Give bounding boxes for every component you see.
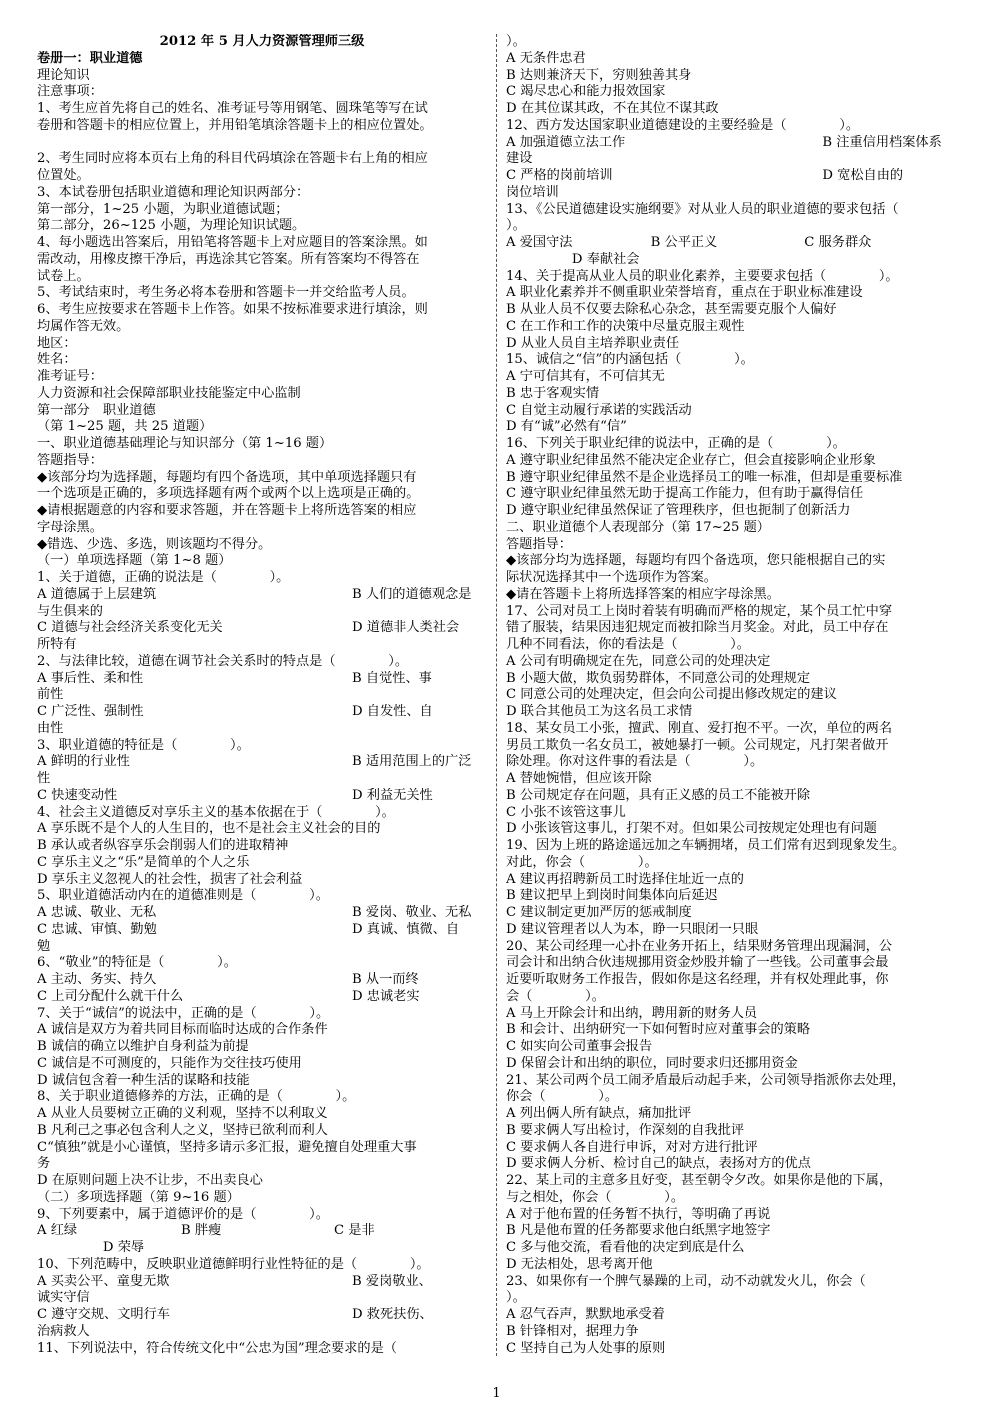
text-line: B 从业人员不仅要去除私心杂念，甚至需要克服个人偏好 [506, 302, 837, 317]
text-line: 第一部分 职业道德 [37, 402, 156, 418]
text-line: 勉 [37, 938, 51, 954]
text-line: 22、某上司的主意多且好变，甚至朝令夕改。如果你是他的下属， [506, 1173, 893, 1188]
text-line: C 诚信是不可测度的，只能作为交往技巧使用 [37, 1055, 302, 1071]
text-line: 4、每小题选出答案后，用铅笔将答题卡上对应题目的答案涂黑。如 [37, 235, 428, 250]
text-line: 准考证号： [37, 369, 103, 384]
text-line: 12、西方发达国家职业道德建设的主要经验是（ ）。 [506, 117, 860, 133]
text-line: 姓名： [37, 352, 77, 368]
page-title: 2012 年 5 月人力资源管理师三级 [159, 34, 365, 49]
option-text: C 严格的岗前培训 [506, 168, 613, 183]
text-line: C 多与他交流，看看他的决定到底是什么 [506, 1240, 745, 1255]
text-line: B 和会计、出纳研究一下如何暂时应对董事会的策略 [506, 1022, 811, 1038]
text-line: 与生俱来的 [37, 603, 103, 619]
option-text: B 从一而终 [352, 972, 419, 987]
text-line: 7、关于“诚信”的说法中，正确的是（ ）。 [37, 1005, 330, 1021]
text-line: （一）单项选择题（第 1~8 题） [37, 553, 232, 569]
option-row [37, 788, 487, 805]
option-row [37, 671, 487, 688]
text-line: B 忠于客观实情 [506, 385, 600, 401]
text-line: ）。 [506, 1290, 526, 1306]
option-text: B 爱岗敬业、 [352, 1273, 432, 1289]
text-line: 几种不同看法，你的看法是（ ）。 [506, 637, 750, 652]
text-line: 近要听取财务工作报告，假如你是这名经理，并有权处理此事，你 [506, 972, 889, 987]
text-line: B 凡是他布置的任务都要求他白纸黑字地签字 [506, 1223, 771, 1239]
option-text: B 爱岗、敬业、无私 [352, 905, 472, 920]
option-text: A 爱国守法 [506, 235, 573, 250]
text-line: C 要求俩人各自进行申诉，对对方进行批评 [506, 1139, 758, 1155]
text-line: A 职业化素养并不侧重职业荣誉培育，重点在于职业标准建设 [506, 285, 863, 301]
text-line: D 小张该管这事儿，打架不对。但如果公司按规定处理也有问题 [506, 821, 877, 837]
option-text: D 利益无关性 [352, 787, 433, 803]
text-line: 际状况选择其中一个选项作为答案。 [506, 570, 717, 585]
text-line: D 联合其他员工为这名员工求情 [506, 704, 693, 719]
option-text: D 救死扶伤、 [352, 1307, 433, 1322]
option-text: B 公平正义 [650, 235, 718, 250]
text-line: 21、某公司两个员工闹矛盾最后动起手来，公司领导指派你去处理， [506, 1072, 906, 1088]
text-line: ◆错选、少选、多选，则该题均不得分。 [37, 536, 272, 552]
option-text: B 人们的道德观念是 [352, 586, 472, 602]
text-line: D 奉献社会 [506, 251, 640, 267]
text-line: C 自觉主动履行承诺的实践活动 [506, 402, 692, 418]
text-line: 18、某女员工小张，擅武、刚直、爱打抱不平。一次，单位的两名 [506, 720, 893, 736]
option-row [37, 922, 487, 939]
text-line: B 要求俩人写出检讨，作深刻的自我批评 [506, 1122, 745, 1138]
option-row [506, 168, 958, 185]
option-text: A 买卖公平、童叟无欺 [37, 1273, 170, 1289]
text-line: 所特有 [37, 637, 77, 652]
text-line: 3、本试卷册包括职业道德和理论知识两部分： [37, 184, 310, 200]
option-row [37, 704, 487, 721]
text-line: A 无条件忠君 [506, 50, 586, 66]
text-line: 17、公司对员工上岗时着装有明确而严格的规定，某个员工忙中穿 [506, 603, 893, 619]
text-line: 15、诚信之“信”的内涵包括（ ）。 [506, 352, 754, 368]
option-text: A 鲜明的行业性 [37, 754, 130, 770]
text-line: A 马上开除会计和出纳，聘用新的财务人员 [506, 1005, 758, 1021]
option-text: A 忠诚、敬业、无私 [37, 905, 157, 920]
text-line: 13、《公民道德建设实施纲要》对从业人员的职业道德的要求包括（ [506, 201, 899, 217]
text-line: 对此，你会（ ）。 [506, 854, 658, 870]
text-line: 2、考生同时应将本页右上角的科目代码填涂在答题卡右上角的相应 [37, 151, 428, 167]
text-line: D 有“诚”必然有“信” [506, 419, 627, 435]
option-text: C 上司分配什么就干什么 [37, 988, 184, 1004]
text-line: 司会计和出纳合伙违规挪用资金炒股并输了一些钱。公司董事会最 [506, 955, 889, 971]
text-line: 地区： [37, 335, 77, 351]
text-line: 错了服装，结果因违犯规定而被扣除当月奖金。对此，员工中存在 [506, 620, 889, 636]
text-line: B 承认或者纵容享乐会削弱人们的进取精神 [37, 838, 289, 853]
option-text: D 真诚、慎微、自 [352, 921, 460, 937]
text-line: 2、与法律比较，道德在调节社会关系时的特点是（ ）。 [37, 653, 409, 669]
text-line: 会（ ）。 [506, 988, 605, 1004]
option-row [37, 1307, 487, 1324]
text-line: 第二部分，26~125 小题，为理论知识试题。 [37, 218, 306, 234]
option-text: B 注重信用档案体系 [822, 134, 942, 150]
option-text: B 自觉性、事 [352, 670, 432, 686]
text-line: 6、考生应按要求在答题卡上作答。如果不按标准要求进行填涂，则 [37, 302, 428, 317]
text-line: 卷册和答题卡的相应位置上，并用铅笔填涂答题卡上的相应位置处。 [37, 117, 433, 133]
text-line: 答题指导： [506, 536, 572, 552]
left-column [37, 34, 487, 1357]
text-line: C 在工作和工作的决策中尽量克服主观性 [506, 318, 745, 334]
text-line: 你会（ ）。 [506, 1089, 619, 1105]
text-line: 男员工欺负一名女员工，被她暴打一顿。公司规定，凡打架者做开 [506, 737, 889, 753]
text-line: B 小题大做，欺负弱势群体，不同意公司的处理规定 [506, 670, 811, 686]
option-text: A 红绿 [37, 1223, 78, 1239]
text-line: 除处理。你对这件事的看法是（ ）。 [506, 754, 764, 770]
text-line: A 遵守职业纪律虽然不能决定企业存亡，但会直接影响企业形象 [506, 452, 876, 468]
text-line: A 诚信是双方为着共同目标而临时达成的合作条件 [37, 1022, 328, 1038]
text-line: 由性 [37, 720, 64, 736]
text-line: 1、关于道德，正确的说法是（ ）。 [37, 570, 290, 585]
text-line: A 公司有明确规定在先，同意公司的处理决定 [506, 653, 771, 669]
text-line: 字母涂黑。 [37, 519, 103, 535]
text-line: C 建议制定更加严厉的惩戒制度 [506, 905, 692, 920]
text-line: ）。 [506, 218, 526, 234]
text-line: A 忍气吞声，默默地承受着 [506, 1307, 665, 1322]
text-line: 16、下列关于职业纪律的说法中，正确的是（ ）。 [506, 436, 846, 451]
text-line: C 小张不该管这事儿 [506, 804, 626, 820]
text-line: 答题指导： [37, 452, 103, 468]
page-number: 1 [492, 1386, 501, 1401]
text-line: 注意事项： [37, 84, 103, 100]
text-line: 诚实守信 [37, 1290, 90, 1306]
text-line: ◆请在答题卡上将所选择答案的相应字母涂黑。 [506, 586, 780, 602]
text-line: 14、关于提高从业人员的职业化素养，主要要求包括（ ）。 [506, 268, 899, 284]
text-line: 建设 [506, 151, 533, 167]
option-row [37, 587, 487, 604]
text-line: A 享乐既不是个人的人生目的，也不是社会主义社会的目的 [37, 821, 381, 837]
text-line: D 保留会计和出纳的职位，同时要求归还挪用资金 [506, 1055, 798, 1071]
text-line: 均属作答无效。 [37, 318, 130, 334]
text-line: 位置处。 [37, 168, 90, 183]
option-row [37, 754, 487, 771]
text-line: C 享乐主义之“乐”是简单的个人之乐 [37, 854, 250, 870]
text-line: 第一部分，1~25 小题，为职业道德试题； [37, 201, 289, 217]
option-text: D 宽松自由的 [822, 168, 904, 183]
text-line: 人力资源和社会保障部职业技能鉴定中心监制 [37, 385, 301, 401]
text-line: ◆该部分均为选择题，每题均有四个备选项，您只能根据自己的实 [506, 553, 886, 569]
option-text: D 自发性、自 [352, 704, 433, 719]
text-line: （第 1~25 题，共 25 道题） [37, 419, 213, 435]
text-line: 4、社会主义道德反对享乐主义的基本依据在于（ ）。 [37, 804, 395, 820]
option-text: A 道德属于上层建筑 [37, 586, 157, 602]
text-line: 23、如果你有一个脾气暴躁的上司，动不动就发火儿，你会（ [506, 1273, 866, 1289]
text-line: 19、因为上班的路途遥远加之车辆拥堵，员工们常有迟到现象发生。 [506, 838, 906, 853]
text-line: D 从业人员自主培养职业责任 [506, 335, 680, 351]
option-row [37, 1223, 487, 1240]
text-line: B 针锋相对，据理力争 [506, 1323, 639, 1339]
option-row [37, 905, 487, 922]
text-line: 一、职业道德基础理论与知识部分（第 1~16 题） [37, 436, 333, 451]
option-row [37, 1274, 487, 1291]
text-line: 务 [37, 1156, 51, 1172]
text-line: 10、下列范畴中，反映职业道德鲜明行业性特征的是（ ）。 [37, 1256, 430, 1272]
text-line: ◆请根据题意的内容和要求答题，并在答题卡上将所选答案的相应 [37, 503, 417, 518]
text-line: 6、“敬业”的特征是（ ）。 [37, 955, 237, 971]
text-line: C 如实向公司董事会报告 [506, 1039, 653, 1054]
option-text: B 适用范围上的广泛 [352, 754, 472, 770]
option-row [37, 989, 487, 1006]
text-line: 5、考试结束时，考生务必将本卷册和答题卡一并交给监考人员。 [37, 285, 415, 301]
text-line: ◆该部分均为选择题，每题均有四个备选项，其中单项选择题只有 [37, 469, 417, 485]
text-line: 5、职业道德活动内在的道德准则是（ ）。 [37, 888, 329, 904]
text-line: 前性 [37, 687, 64, 703]
text-line: 8、关于职业道德修养的方法，正确的是（ ）。 [37, 1089, 356, 1105]
text-line: D 无法相处，思考离开他 [506, 1256, 653, 1272]
option-text: D 忠诚老实 [352, 988, 420, 1004]
column-divider [496, 34, 497, 1356]
text-line: A 对于他布置的任务暂不执行，等明确了再说 [506, 1206, 771, 1222]
option-row [37, 972, 487, 989]
text-line: D 建议管理者以人为本，睁一只眼闭一只眼 [506, 921, 759, 937]
text-line: 一个选项是正确的，多项选择题有两个或两个以上选项是正确的。 [37, 486, 420, 502]
text-line: 11、下列说法中，符合传统文化中“公忠为国”理念要求的是（ [37, 1340, 397, 1356]
text-line: 岗位培训 [506, 184, 559, 200]
text-line: A 建议再招聘新员工时选择住址近一点的 [506, 871, 744, 887]
text-line: 1、考生应首先将自己的姓名、准考证号等用钢笔、圆珠笔等写在试 [37, 101, 428, 116]
text-line: D 在其位谋其政，不在其位不谋其政 [506, 101, 719, 116]
left-text-body [37, 68, 487, 1358]
text-line: B 诚信的确立以维护自身利益为前提 [37, 1039, 249, 1054]
option-text: A 主动、务实、持久 [37, 972, 157, 987]
option-text: C 快速变动性 [37, 787, 118, 803]
option-text: A 事后性、柔和性 [37, 670, 144, 686]
right-text-body [506, 34, 958, 1357]
option-text: C 忠诚、审慎、勤勉 [37, 921, 157, 937]
option-text: B 胖瘦 [181, 1223, 222, 1239]
option-text: C 遵守交规、文明行车 [37, 1307, 170, 1322]
text-line: D 诚信包含着一种生活的谋略和技能 [37, 1072, 250, 1088]
option-text: C 是非 [334, 1223, 375, 1239]
text-line: A 宁可信其有，不可信其无 [506, 369, 665, 384]
text-line: 20、某公司经理一心扑在业务开拓上，结果财务管理出现漏洞，公 [506, 938, 893, 954]
text-line: D 享乐主义忽视人的社会性，损害了社会利益 [37, 871, 303, 887]
text-line: 试卷上。 [37, 268, 90, 284]
text-line: B 凡利己之事必包含利人之义，坚持已欲利而利人 [37, 1122, 328, 1138]
text-line: C“慎独”就是小心谨慎，坚持多请示多汇报，避免擅自处理重大事 [37, 1139, 417, 1155]
option-row [506, 235, 958, 252]
text-line: 理论知识 [37, 67, 90, 83]
text-line: 治病救人 [37, 1323, 90, 1339]
text-line: 3、职业道德的特征是（ ）。 [37, 737, 250, 753]
text-line: 性 [37, 771, 51, 786]
option-text: C 广泛性、强制性 [37, 704, 144, 719]
text-line: 与之相处，你会（ ）。 [506, 1189, 685, 1205]
text-line: D 荣辱 [37, 1240, 145, 1255]
option-text: A 加强道德立法工作 [506, 134, 626, 150]
text-line: ）。 [506, 34, 526, 49]
text-line: 9、下列要素中，属于道德评价的是（ ）。 [37, 1206, 329, 1222]
text-line: （二）多项选择题（第 9~16 题） [37, 1189, 240, 1205]
option-text: D 道德非人类社会 [352, 620, 460, 636]
text-line [37, 135, 487, 152]
text-line: A 从业人员要树立正确的义利观，坚持不以利取义 [37, 1106, 328, 1121]
option-text: C 道德与社会经济关系变化无关 [37, 620, 223, 636]
text-line: A 列出俩人所有缺点，痛加批评 [506, 1106, 692, 1121]
option-row [37, 620, 487, 637]
right-column [506, 34, 958, 1357]
text-line: B 遵守职业纪律虽然不是企业选择员工的唯一标准，但却是重要标准 [506, 469, 903, 485]
text-line: D 要求俩人分析、检讨自己的缺点，表扬对方的优点 [506, 1156, 811, 1172]
text-line: 二、职业道德个人表现部分（第 17~25 题） [506, 519, 770, 535]
text-line: 需改动，用橡皮擦干净后，再选涂其它答案。所有答案均不得答在 [37, 251, 420, 267]
text-line: A 替她惋惜，但应该开除 [506, 771, 652, 786]
text-line: B 公司规定存在问题，具有正义感的员工不能被开除 [506, 787, 811, 803]
text-line: C 遵守职业纪律虽然无助于提高工作能力，但有助于赢得信任 [506, 486, 864, 502]
text-line: C 同意公司的处理决定，但会向公司提出修改规定的建议 [506, 687, 837, 703]
text-line: D 在原则问题上决不让步，不出卖良心 [37, 1173, 263, 1188]
text-line: B 建议把早上到岗时间集体向后延迟 [506, 888, 718, 904]
option-row [506, 135, 958, 152]
text-line: C 竭尽忠心和能力报效国家 [506, 84, 666, 100]
option-text: C 服务群众 [804, 235, 872, 250]
text-line: C 坚持自己为人处事的原则 [506, 1340, 666, 1356]
volume-heading: 卷册一：职业道德 [37, 50, 143, 66]
text-line: B 达则兼济天下，穷则独善其身 [506, 67, 692, 83]
text-line: D 遵守职业纪律虽然保证了管理秩序，但也扼制了创新活力 [506, 503, 851, 518]
